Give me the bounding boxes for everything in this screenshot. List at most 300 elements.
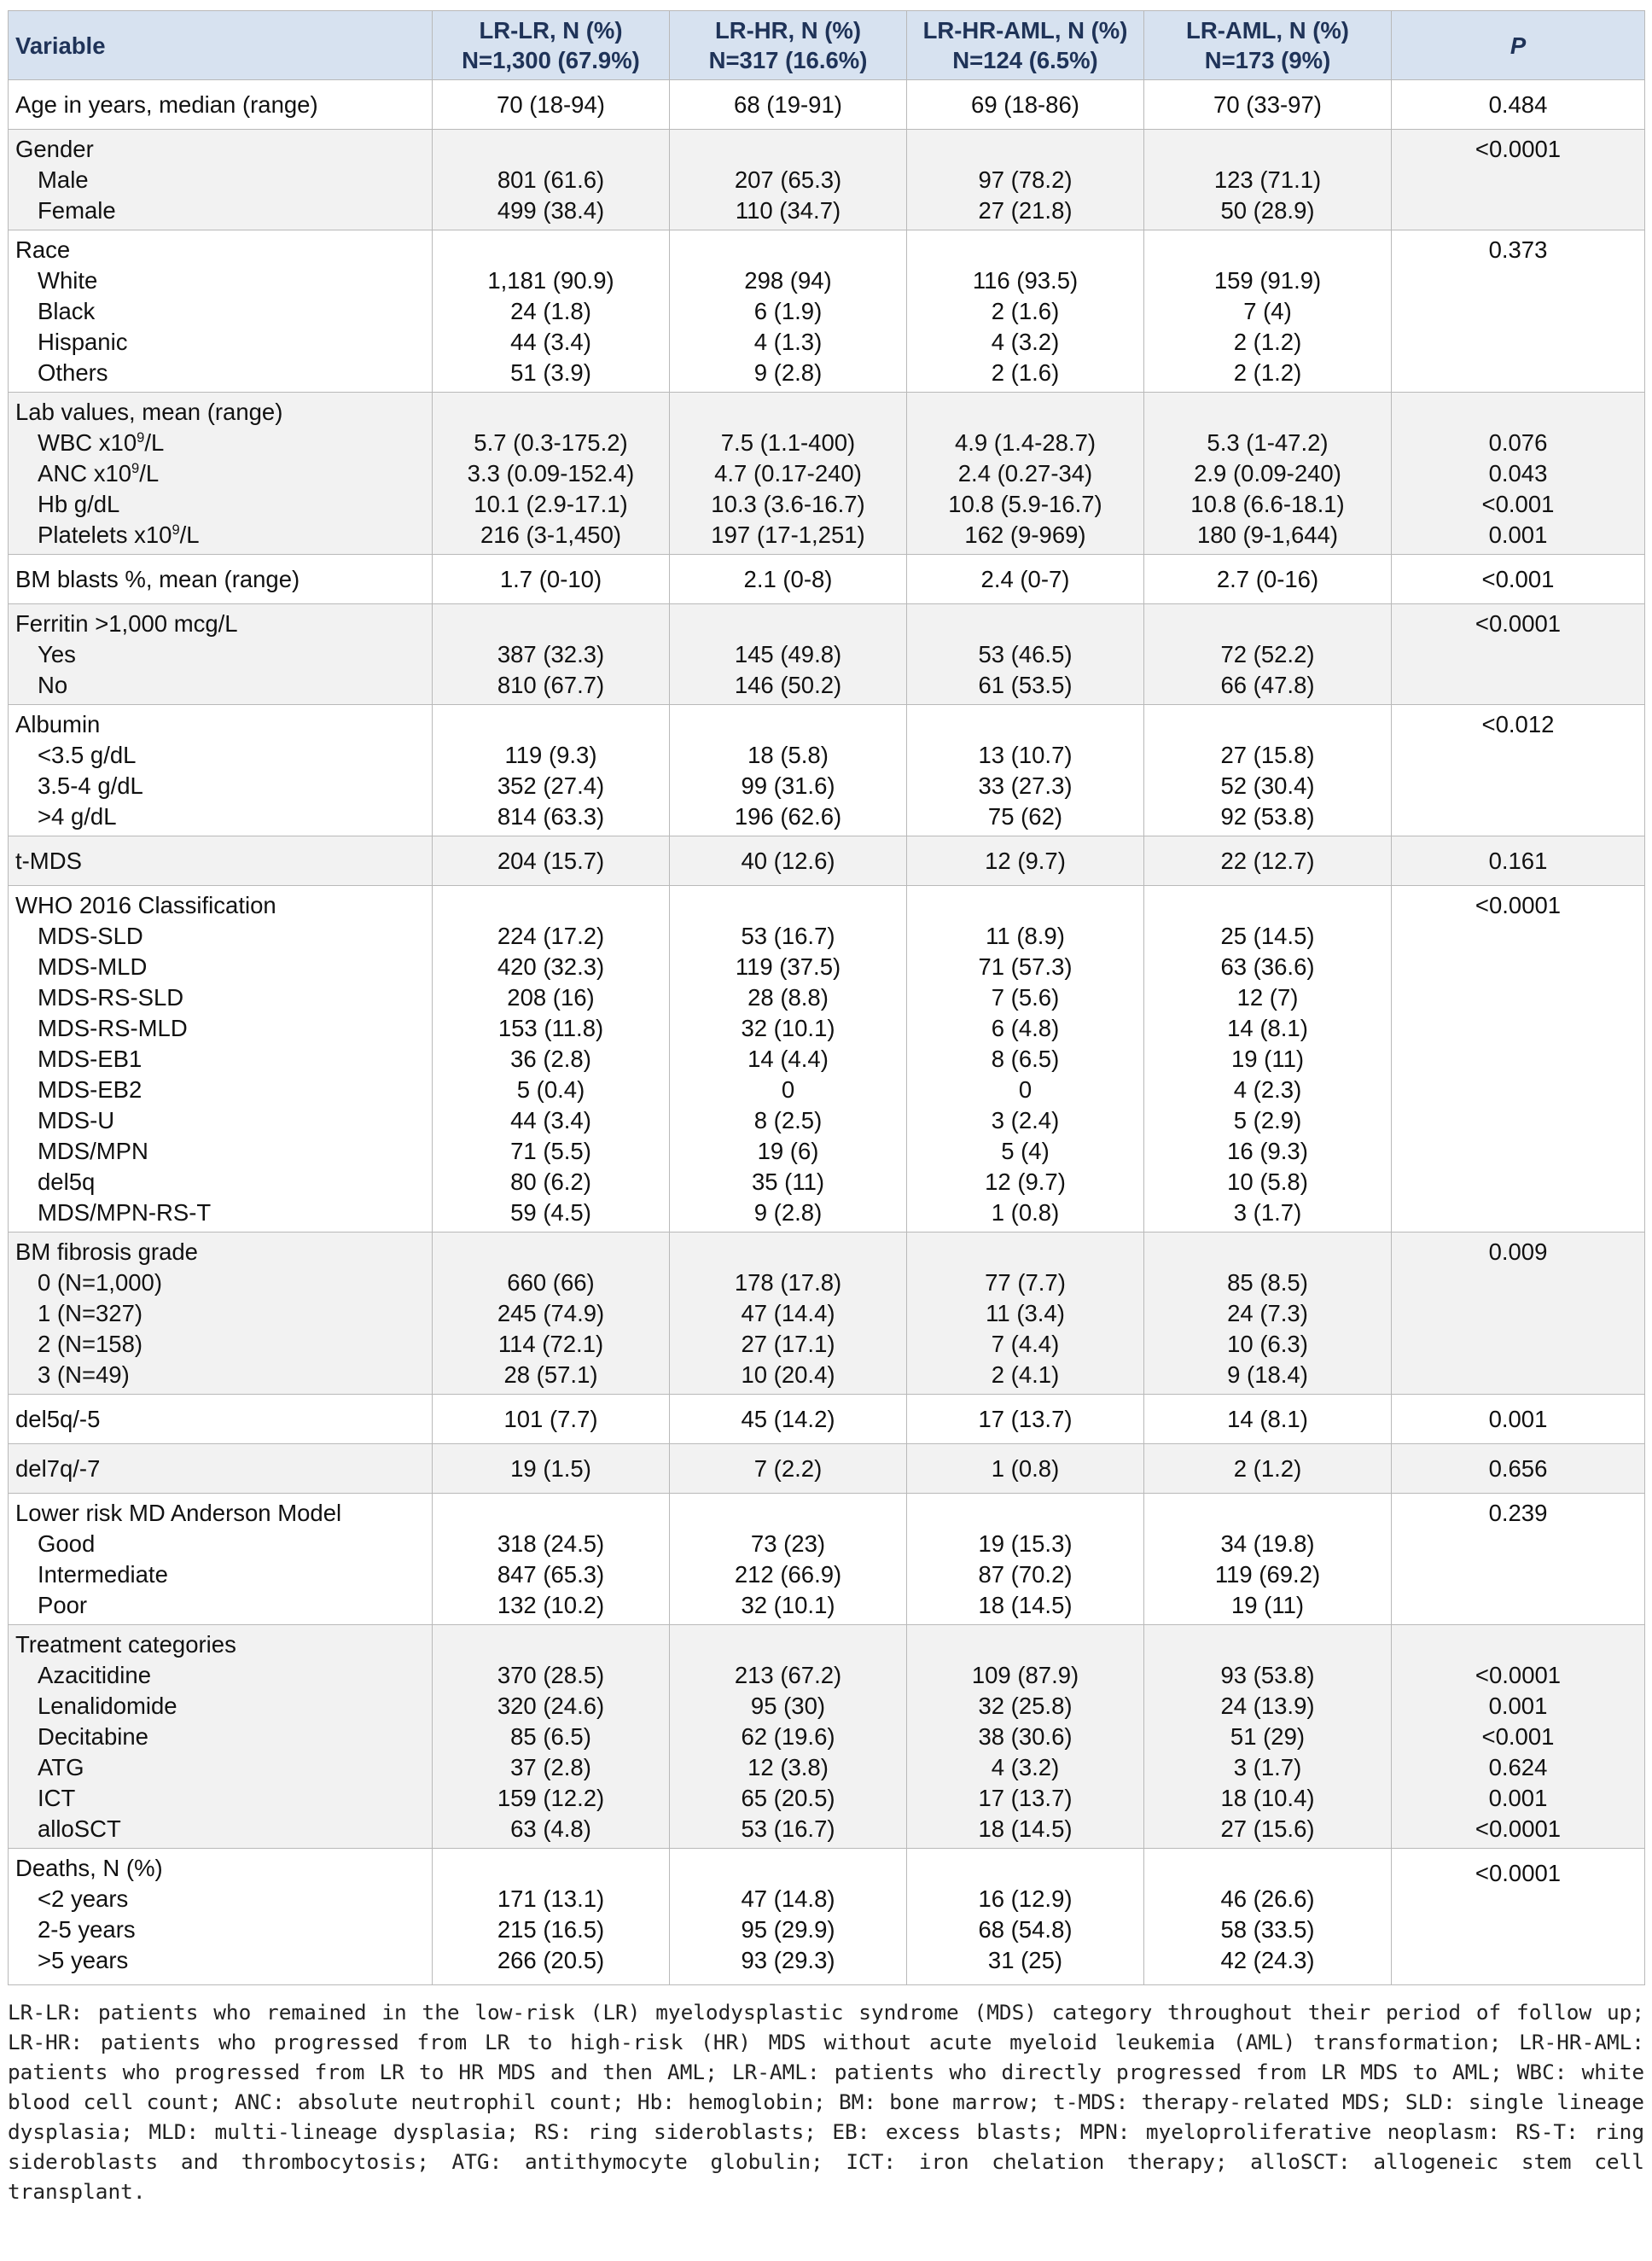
p-value-cell — [1392, 80, 1645, 130]
header-group-n: N=1,300 (67.9%) — [462, 47, 640, 73]
p-value-cell — [1392, 130, 1645, 230]
p-value — [1397, 1013, 1639, 1044]
value-cell — [907, 886, 1144, 1232]
p-value — [1397, 327, 1639, 358]
p-value — [1397, 195, 1639, 226]
value: 2.4 (0.27-34) — [957, 460, 1093, 487]
variable-title: Treatment categories — [15, 1631, 236, 1658]
value: 32 (25.8) — [978, 1693, 1073, 1719]
p-value: 0.656 — [1488, 1454, 1548, 1482]
value: 80 (6.2) — [510, 1168, 591, 1195]
subcategory-text: >4 g/dL — [38, 803, 117, 830]
value: 7 (5.6) — [991, 984, 1060, 1011]
characteristics-table — [8, 10, 1645, 1985]
value: 801 (61.6) — [497, 166, 605, 193]
spacer — [438, 890, 664, 921]
header-row — [9, 11, 1645, 80]
value-cell — [433, 1625, 670, 1849]
spacer — [438, 1853, 664, 1884]
value: 73 (23) — [750, 1530, 826, 1557]
variable-cell — [9, 130, 433, 230]
value: 159 (91.9) — [1213, 267, 1322, 294]
value: 24 (13.9) — [1220, 1693, 1315, 1719]
value: 216 (3-1,450) — [480, 522, 622, 548]
value: 387 (32.3) — [497, 641, 605, 667]
value-cell — [433, 705, 670, 836]
header-group-name: LR-LR, N (%) — [479, 17, 623, 44]
value: 51 (29) — [1230, 1723, 1306, 1750]
value: 18 (14.5) — [978, 1592, 1073, 1618]
value-cell — [907, 1444, 1144, 1494]
value: 208 (16) — [507, 984, 595, 1011]
value: 75 (62) — [987, 803, 1063, 830]
subcategory-label — [15, 921, 427, 952]
subcategory-text: WBC x10 — [38, 429, 137, 456]
table-row-group — [9, 705, 1645, 836]
value: 6 (4.8) — [991, 1015, 1060, 1041]
subcategory-text: Poor — [38, 1592, 88, 1618]
variable-cell — [9, 393, 433, 555]
table-row-group — [9, 604, 1645, 705]
subcategory-label — [15, 520, 427, 551]
value: 12 (7) — [1236, 984, 1299, 1011]
p-value: 0.001 — [1488, 1785, 1548, 1811]
value-cell — [907, 1232, 1144, 1395]
value: 16 (9.3) — [1227, 1138, 1308, 1164]
superscript: 9 — [131, 460, 140, 476]
value: 4 (1.3) — [753, 329, 823, 355]
value-cell — [1144, 130, 1392, 230]
subcategory-text: MDS-MLD — [38, 953, 148, 980]
p-value — [1397, 1329, 1639, 1360]
table-body — [9, 80, 1645, 1985]
variable-title: Race — [15, 236, 71, 263]
value: 24 (1.8) — [510, 298, 591, 324]
value: 2.9 (0.09-240) — [1194, 460, 1341, 487]
variable-cell — [9, 555, 433, 604]
variable-cell — [9, 1849, 433, 1985]
value: 93 (29.3) — [741, 1947, 835, 1973]
subcategory-label — [15, 1267, 427, 1298]
value-cell — [1144, 705, 1392, 836]
variable-title: BM blasts %, mean (range) — [15, 565, 300, 592]
subcategory-label — [15, 982, 427, 1013]
value: 9 (18.4) — [1227, 1361, 1308, 1388]
subcategory-label — [15, 771, 427, 801]
value: 12 (9.7) — [985, 1168, 1066, 1195]
value: 70 (18-94) — [497, 90, 605, 118]
value: 12 (9.7) — [985, 847, 1066, 874]
spacer — [438, 397, 664, 428]
value: 7.5 (1.1-400) — [720, 429, 856, 456]
p-value-cell — [1392, 555, 1645, 604]
value: 10.8 (5.9-16.7) — [948, 491, 1102, 517]
value: 63 (36.6) — [1220, 953, 1315, 980]
subcategory-text: MDS/MPN — [38, 1138, 148, 1164]
value: 266 (20.5) — [497, 1947, 605, 1973]
subcategory-label — [15, 1329, 427, 1360]
spacer — [912, 609, 1138, 639]
value: 1 (0.8) — [991, 1199, 1060, 1226]
value: 24 (7.3) — [1227, 1300, 1308, 1326]
value-cell — [907, 705, 1144, 836]
value: 19 (15.3) — [978, 1530, 1073, 1557]
value: 58 (33.5) — [1220, 1916, 1315, 1943]
value: 53 (46.5) — [978, 641, 1073, 667]
variable-cell — [9, 230, 433, 393]
value: 40 (12.6) — [741, 847, 835, 874]
value: 99 (31.6) — [741, 772, 835, 799]
subcategory-label — [15, 740, 427, 771]
spacer — [912, 397, 1138, 428]
value-cell — [1144, 555, 1392, 604]
value-cell — [670, 1232, 907, 1395]
subcategory-text: ANC x10 — [38, 460, 132, 487]
table-container — [8, 10, 1644, 2206]
p-value: 0.484 — [1488, 90, 1548, 118]
subcategory-label — [15, 670, 427, 701]
p-value: 0.001 — [1488, 1693, 1548, 1719]
subcategory-label — [15, 801, 427, 832]
value: 45 (14.2) — [741, 1405, 835, 1432]
value: 77 (7.7) — [985, 1269, 1066, 1296]
variable-cell — [9, 886, 433, 1232]
value-cell — [1144, 230, 1392, 393]
value: 109 (87.9) — [971, 1662, 1079, 1688]
subcategory-suffix: /L — [144, 429, 165, 456]
variable-cell — [9, 1444, 433, 1494]
spacer — [675, 1629, 901, 1660]
spacer — [1149, 890, 1386, 921]
value: 34 (19.8) — [1220, 1530, 1315, 1557]
value: 27 (15.8) — [1220, 742, 1315, 768]
p-value-cell — [1392, 1625, 1645, 1849]
value: 4.9 (1.4-28.7) — [954, 429, 1096, 456]
spacer — [675, 397, 901, 428]
subcategory-label — [15, 458, 427, 489]
subcategory-label — [15, 1360, 427, 1390]
p-value — [1397, 1105, 1639, 1136]
value: 178 (17.8) — [734, 1269, 842, 1296]
value-cell — [433, 836, 670, 886]
value: 44 (3.4) — [510, 1107, 591, 1133]
value-cell — [907, 80, 1144, 130]
value: 119 (9.3) — [504, 742, 597, 768]
value: 132 (10.2) — [497, 1592, 605, 1618]
value-cell — [670, 1849, 907, 1985]
spacer — [438, 709, 664, 740]
value: 17 (13.7) — [978, 1405, 1073, 1432]
subcategory-label — [15, 1945, 427, 1976]
subcategory-text: Platelets x10 — [38, 522, 172, 548]
variable-cell — [9, 604, 433, 705]
variable-cell — [9, 1395, 433, 1444]
table-row-group — [9, 393, 1645, 555]
p-value — [1397, 639, 1639, 670]
value: 32 (10.1) — [741, 1015, 835, 1041]
spacer — [438, 609, 664, 639]
value-cell — [1144, 1625, 1392, 1849]
table-row-group — [9, 230, 1645, 393]
value-cell — [670, 886, 907, 1232]
spacer — [912, 890, 1138, 921]
value: 2.1 (0-8) — [743, 565, 833, 592]
value: 9 (2.8) — [753, 359, 823, 386]
value-cell — [1144, 886, 1392, 1232]
p-value — [1397, 397, 1639, 428]
subcategory-suffix: /L — [179, 522, 200, 548]
variable-title: Lab values, mean (range) — [15, 399, 283, 425]
value: 7 (2.2) — [753, 1454, 823, 1482]
header-p-value: P — [1392, 11, 1645, 80]
p-value — [1397, 1198, 1639, 1228]
variable-cell — [9, 705, 433, 836]
value-cell — [907, 393, 1144, 555]
value-cell — [433, 1395, 670, 1444]
value: 320 (24.6) — [497, 1693, 605, 1719]
value: 298 (94) — [744, 267, 832, 294]
subcategory-text: Black — [38, 298, 96, 324]
subcategory-text: ICT — [38, 1785, 76, 1811]
value-cell — [670, 1444, 907, 1494]
value: 110 (34.7) — [735, 197, 841, 224]
value: 215 (16.5) — [497, 1916, 605, 1943]
table-row-group — [9, 1625, 1645, 1849]
p-value-cell — [1392, 1395, 1645, 1444]
spacer — [438, 134, 664, 165]
value: 11 (8.9) — [986, 923, 1065, 949]
subcategory-label — [15, 1559, 427, 1590]
value: 4 (3.2) — [991, 329, 1060, 355]
value-cell — [907, 1849, 1144, 1985]
p-value — [1397, 358, 1639, 388]
value: 10.8 (6.6-18.1) — [1190, 491, 1345, 517]
value-cell — [433, 130, 670, 230]
table-row-group — [9, 1849, 1645, 1985]
p-value — [1397, 1590, 1639, 1621]
value: 101 (7.7) — [503, 1405, 598, 1432]
value: 116 (93.5) — [972, 267, 1079, 294]
header-group-n: N=124 (6.5%) — [952, 47, 1098, 73]
subcategory-label — [15, 296, 427, 327]
p-value-cell — [1392, 836, 1645, 886]
value: 171 (13.1) — [497, 1885, 605, 1912]
subcategory-text: MDS-RS-MLD — [38, 1015, 188, 1041]
value: 72 (52.2) — [1220, 641, 1315, 667]
value: 36 (2.8) — [510, 1046, 591, 1072]
spacer — [675, 609, 901, 639]
table-row-group — [9, 555, 1645, 604]
subcategory-label — [15, 195, 427, 226]
subcategory-label — [15, 1136, 427, 1167]
value: 5.7 (0.3-175.2) — [474, 429, 628, 456]
table-row-group — [9, 130, 1645, 230]
p-value: <0.0001 — [1475, 610, 1562, 637]
value: 2 (1.6) — [991, 298, 1060, 324]
p-value: 0.009 — [1488, 1238, 1548, 1265]
value: 10.1 (2.9-17.1) — [474, 491, 628, 517]
subcategory-label — [15, 1529, 427, 1559]
value: 61 (53.5) — [978, 672, 1073, 698]
subcategory-label — [15, 1722, 427, 1752]
p-value: 0.624 — [1488, 1754, 1548, 1780]
value-cell — [907, 555, 1144, 604]
value-cell — [433, 886, 670, 1232]
value: 224 (17.2) — [497, 923, 605, 949]
subcategory-text: MDS-EB2 — [38, 1076, 143, 1103]
p-value: 0.161 — [1488, 847, 1548, 874]
value: 212 (66.9) — [734, 1561, 842, 1588]
p-value — [1397, 1044, 1639, 1075]
variable-title: del5q/-5 — [15, 1405, 101, 1432]
value: 10 (6.3) — [1227, 1331, 1308, 1357]
value: 8 (2.5) — [753, 1107, 823, 1133]
p-value-cell — [1392, 393, 1645, 555]
value-cell — [670, 230, 907, 393]
p-value — [1397, 1136, 1639, 1167]
value: 3.3 (0.09-152.4) — [467, 460, 635, 487]
value: 50 (28.9) — [1220, 197, 1315, 224]
spacer — [1149, 709, 1386, 740]
spacer — [912, 1853, 1138, 1884]
variable-title: Albumin — [15, 711, 101, 737]
value: 66 (47.8) — [1220, 672, 1315, 698]
subcategory-text: Others — [38, 359, 108, 386]
subcategory-label — [15, 952, 427, 982]
p-value — [1397, 1950, 1639, 1981]
value: 68 (54.8) — [978, 1916, 1073, 1943]
value: 197 (17-1,251) — [711, 522, 865, 548]
table-row-group — [9, 1232, 1645, 1395]
value: 146 (50.2) — [734, 672, 842, 698]
value: 93 (53.8) — [1220, 1662, 1315, 1688]
value-cell — [1144, 1232, 1392, 1395]
spacer — [1149, 1629, 1386, 1660]
subcategory-label — [15, 1752, 427, 1783]
spacer — [912, 235, 1138, 265]
spacer — [912, 709, 1138, 740]
value-cell — [907, 836, 1144, 886]
p-value-cell — [1392, 604, 1645, 705]
value: 11 (3.4) — [986, 1300, 1065, 1326]
subcategory-text: Decitabine — [38, 1723, 148, 1750]
value: 71 (5.5) — [510, 1138, 591, 1164]
spacer — [1149, 397, 1386, 428]
variable-cell — [9, 1625, 433, 1849]
p-value — [1397, 1529, 1639, 1559]
value: 14 (8.1) — [1227, 1405, 1308, 1432]
p-value: 0.239 — [1488, 1500, 1548, 1526]
p-value-cell — [1392, 886, 1645, 1232]
value: 59 (4.5) — [510, 1199, 591, 1226]
subcategory-label — [15, 1198, 427, 1228]
value-cell — [1144, 1395, 1392, 1444]
table-row-group — [9, 1395, 1645, 1444]
value: 1.7 (0-10) — [499, 565, 602, 592]
value: 7 (4.4) — [991, 1331, 1060, 1357]
subcategory-label — [15, 1590, 427, 1621]
subcategory-label — [15, 265, 427, 296]
value: 2.4 (0-7) — [980, 565, 1070, 592]
header-group-n: N=317 (16.6%) — [708, 47, 868, 73]
value: 4 (3.2) — [991, 1754, 1060, 1780]
value: 8 (6.5) — [991, 1046, 1060, 1072]
value: 51 (3.9) — [510, 359, 591, 386]
value-cell — [907, 1625, 1144, 1849]
subcategory-text: 0 (N=1,000) — [38, 1269, 162, 1296]
value: 370 (28.5) — [497, 1662, 605, 1688]
subcategory-text: alloSCT — [38, 1815, 121, 1842]
p-value — [1397, 670, 1639, 701]
value: 0 — [781, 1076, 795, 1103]
subcategory-text: Intermediate — [38, 1561, 168, 1588]
value: 97 (78.2) — [978, 166, 1073, 193]
value: 71 (57.3) — [978, 953, 1073, 980]
p-value: <0.012 — [1481, 711, 1555, 737]
spacer — [438, 235, 664, 265]
spacer — [912, 1498, 1138, 1529]
value-cell — [1144, 836, 1392, 886]
superscript: 9 — [137, 429, 145, 446]
spacer — [675, 1498, 901, 1529]
value: 153 (11.8) — [497, 1015, 604, 1041]
value-cell — [433, 80, 670, 130]
p-value-cell — [1392, 705, 1645, 836]
value-cell — [433, 1444, 670, 1494]
value: 62 (19.6) — [741, 1723, 835, 1750]
value: 46 (26.6) — [1220, 1885, 1315, 1912]
spacer — [1149, 1237, 1386, 1267]
p-value — [1397, 296, 1639, 327]
value-cell — [433, 604, 670, 705]
value: 87 (70.2) — [978, 1561, 1073, 1588]
p-value — [1397, 771, 1639, 801]
value: 196 (62.6) — [734, 803, 842, 830]
subcategory-text: Azacitidine — [38, 1662, 151, 1688]
p-value: 0.001 — [1488, 522, 1548, 548]
spacer — [438, 1498, 664, 1529]
value-cell — [433, 555, 670, 604]
subcategory-label — [15, 1660, 427, 1691]
value-cell — [907, 604, 1144, 705]
spacer — [912, 1237, 1138, 1267]
table-row-group — [9, 1444, 1645, 1494]
value: 162 (9-969) — [964, 522, 1086, 548]
value: 847 (65.3) — [497, 1561, 605, 1588]
spacer — [675, 709, 901, 740]
p-value — [1397, 921, 1639, 952]
p-value-cell — [1392, 1849, 1645, 1985]
value: 18 (5.8) — [747, 742, 829, 768]
value: 70 (33-97) — [1213, 90, 1322, 118]
value-cell — [433, 1232, 670, 1395]
subcategory-text: Good — [38, 1530, 96, 1557]
value: 3 (2.4) — [991, 1107, 1060, 1133]
value: 17 (13.7) — [978, 1785, 1073, 1811]
header-variable: Variable — [9, 11, 433, 80]
value: 204 (15.7) — [497, 847, 605, 874]
subcategory-label — [15, 639, 427, 670]
value-cell — [670, 130, 907, 230]
subcategory-label — [15, 165, 427, 195]
spacer — [675, 890, 901, 921]
variable-title: BM fibrosis grade — [15, 1238, 198, 1265]
subcategory-label — [15, 428, 427, 458]
value-cell — [433, 1849, 670, 1985]
spacer — [1149, 134, 1386, 165]
value: 145 (49.8) — [734, 641, 842, 667]
value-cell — [670, 604, 907, 705]
